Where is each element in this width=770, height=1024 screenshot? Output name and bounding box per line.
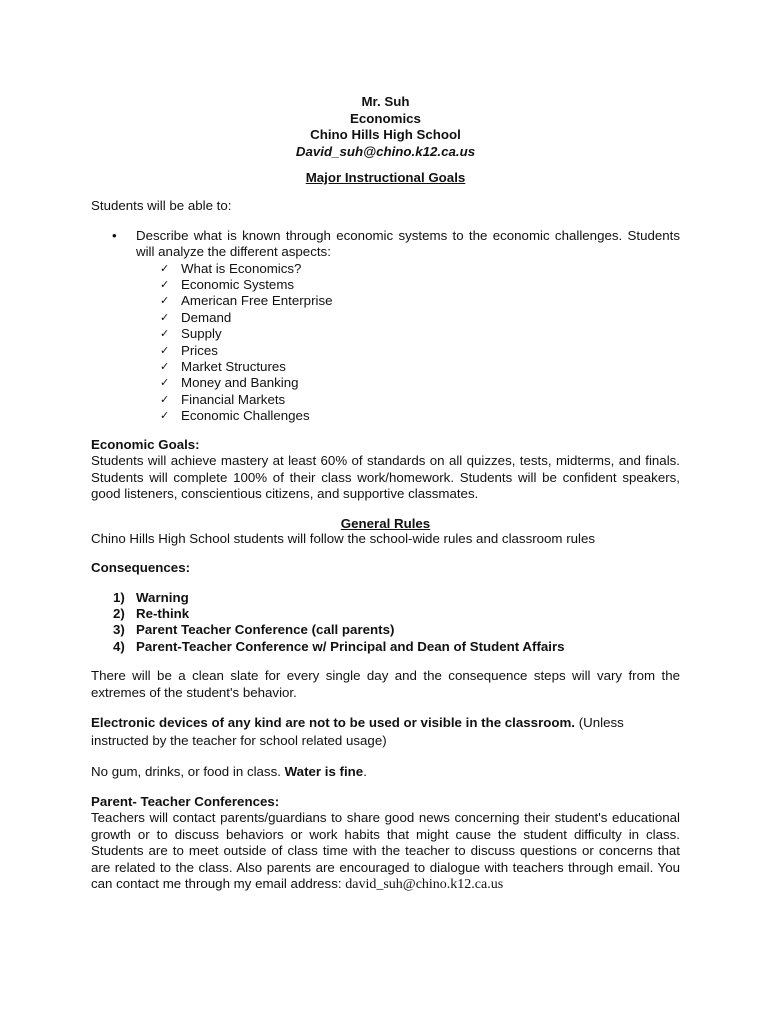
food-policy: No gum, drinks, or food in class. Water is fine. [91,764,367,780]
check-icon: ✓ [160,376,170,390]
list-item: ✓ Prices [160,342,218,358]
check-icon: ✓ [160,277,170,291]
rules-title: General Rules [340,515,431,531]
subject-name: Economics [350,110,421,126]
document-page [91,94,680,894]
teacher-name: Mr. Suh [361,94,410,109]
economic-goals-text: Students will achieve mastery at least 60% of standards on all quizzes, tests, midterms, and finals. Students will complete 100% of their class work/homework. Students will be confident speakers, good listeners, conscientious citizens, and supportive classmates. [91,453,680,502]
conferences-heading: Parent- Teacher Conferences: [91,793,280,809]
goals-intro: Students will be able to: [91,198,232,213]
list-item: 1) Warning [113,589,189,605]
list-item: ✓ Financial Markets [160,391,286,407]
check-icon: ✓ [160,261,170,275]
rules-text: Chino Hills High School students will follow the school-wide rules and classroom rules [91,530,596,546]
list-item: ✓ Supply [160,326,222,342]
devices-policy: Electronic devices of any kind are not to be used or visible in the classroom. (Unless instructed by the teacher for school related usage) [91,715,624,749]
consequences-list [91,590,680,656]
list-item: ✓ Demand [160,309,232,325]
teacher-email: David_suh@chino.k12.ca.us [295,143,476,159]
goals-bullet-text: Describe what is known through economic systems to the economic challenges. Students will analyze the different aspects: [136,227,680,259]
conferences-text: Teachers will contact parents/guardians to share good news concerning their student's educational growth or to discuss behaviors or work habits that might cause the student difficulty in class. Students are to meet outside of class time with the teacher to discuss questions or concerns that are related to the class. Also parents are encouraged to dialogue with teachers through email. You can contact me through my email address: david_suh@chino.k12.ca.us [91,810,680,893]
list-item: ✓ Economic Systems [160,276,295,292]
goals-bullet [91,228,680,261]
contact-email: david_suh@chino.k12.ca.us [345,877,504,893]
school-name: Chino Hills High School [310,127,461,142]
check-icon: ✓ [160,294,170,308]
check-icon: ✓ [160,343,170,357]
list-item: 2) Re-think [113,605,190,621]
list-item: ✓ Market Structures [160,358,286,374]
bullet-icon: • [112,227,117,243]
list-item: 3) Parent Teacher Conference (call parents) [113,622,395,638]
check-icon: ✓ [160,359,170,373]
list-item: ✓ Economic Challenges [160,408,310,424]
consequences-note: There will be a clean slate for every single day and the consequence steps will vary from the extremes of the student's behavior. [91,668,680,700]
check-icon: ✓ [160,392,170,406]
consequences-heading: Consequences: [91,560,191,576]
economic-goals-heading: Economic Goals: [91,436,200,452]
check-icon: ✓ [160,409,170,423]
goals-title: Major Instructional Goals [305,170,466,185]
check-icon: ✓ [160,327,170,341]
list-item: 4) Parent-Teacher Conference w/ Principal and Dean of Student Affairs [113,638,565,654]
topics-list [91,261,680,425]
list-item: ✓ Money and Banking [160,375,299,391]
list-item: ✓ What is Economics? [160,260,302,276]
list-item: ✓ American Free Enterprise [160,293,333,309]
check-icon: ✓ [160,310,170,324]
